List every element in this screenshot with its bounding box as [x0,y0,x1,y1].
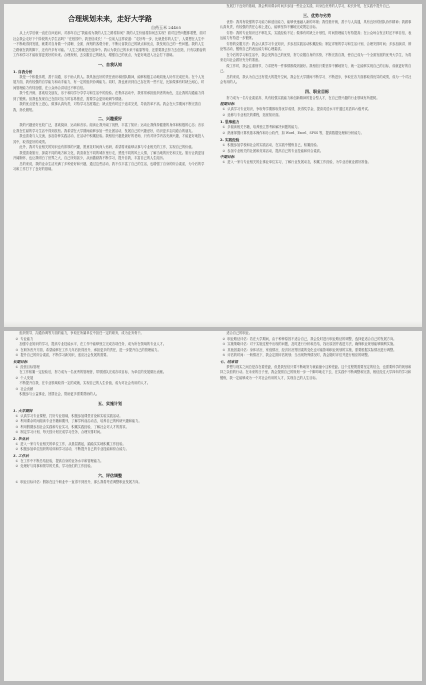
section-heading: 3. 工作后 [13,453,29,458]
paragraph: 劣势的克服方法：我会认真学习专业知识，多参加实践活动积累经验；制定详细的学习和生活计划，合理安排时间；多参加演讲、辩论等活动，锻炼自己的表达能力和心理素质。 [220,41,412,51]
section-heading: 六、评估调整 [98,472,122,478]
list-item-text: 经营目标管理 [20,364,40,369]
list-item-number: ④ [15,430,19,434]
paragraph: 总的来说，我认为自己还有很大的提升空间，我会在大学期间不断学习、不断进步，争取在各方面都取得优异的成绩，成为一个对社会有用的人。 [220,74,412,84]
document-page-2 [4,331,422,681]
list-item-number: ② [222,148,226,153]
list-item-text: 职业路径评估：若在大学期间，由于种种原因不适合自己，我会及时进行职业路径的调整，选择更适合自己的发展方向。 [227,336,397,341]
list-item-number: ② [15,464,19,468]
list-item-text: 认真学习专业知识，争取每学期都取得优异成绩，获得奖学金，提高英语水平并通过英语四六级考试。 [227,107,371,111]
list-item-number: ① [222,107,226,111]
section-heading: 1. 大学期间 [13,408,33,413]
paragraph: 我也喜欢与人交流，参加各种实践活动，在活动中积累经验。我相信兴趣是最好的老师，只有对所学内容充满兴趣，才能更好地投入其中，取得更好的成绩。 [13,134,205,144]
list-item-text: 其他因素评估：身体状况、家庭情况、经济状况等因素的变化也可能影响职业规划的实施，需要根据实际情况进行调整。 [227,347,397,352]
paragraph: 我是一个积极乐观、善于沟通、乐于助人的人。我具备良好的责任意识和团队精神，能够积极主动地同他人协作完成任务。在个人发展方面，我有较强的自学能力和动手能力，有一定的组织协调能力。同时，我也意识到自己存在的一些不足，比如做事有时缺乏耐心，时间管理能力有待加强，在公众场合讲话还不够自信。 [13,74,205,90]
list-item [13,480,207,486]
list-item-text: 熟练掌握计算机基本操作和办公软件，如 Word、Excel、SPSS 等，提高数据处理和分析能力。 [227,130,364,135]
list-item-text: 进入一家与专业相关的单位工作，从基层做起，踏踏实实地积累工作经验。 [20,441,126,446]
list-item-number: ② [222,130,226,135]
list-item-text: 处理好与同事和领导的关系，学习他们的工作经验。 [20,464,94,468]
list-item-text: 评估的时间：一般情况下，我会定期评估规划；当出现特殊情况时，我会随时评估并进行相应的调整。 [227,353,371,357]
paragraph: 我的兴趣爱好比较广泛，喜欢阅读、运动和音乐。阅读让我开阔了视野，丰富了知识；运动让我保持健康的身体和积极的心态；音乐让我在忙碌的学习生活中得到放松。我希望在大学期间能够参加一些社团活动，发展自己的兴趣爱好，结识更多志同道合的朋友。 [13,123,205,133]
page2-right-column [220,331,414,681]
list-item-text: 专业能力 [20,336,34,341]
paragraph: 梦想与现实之间总是存在着差距，但是我坚信只要不断地努力就能缩小这种差距。这个过程既需要坚定的信念，也需要科学的规划和持之以恒的行动。在未来的日子里，我会按照自己的规划一步一个脚印地走下去，在实践中不断调整和完善，相信经过大学四年的学习和锻炼，我一定能够成为一个对社会有用的人才，实现自己的人生目标。 [220,364,412,380]
section-heading: 五、实施计划 [98,400,122,406]
document-page-1 [4,4,422,327]
section-heading: 七、结束语 [220,359,238,364]
section-heading: 短期目标 [220,102,235,106]
list-item-text: 积极参加学校和社会的实践活动，在实践中锻炼自己，积累经验。 [227,143,320,147]
list-item-text: 选修与专业相关的课程，拓宽知识面。 [227,112,282,117]
paragraph: 此外，我对专业相关的知识也有浓厚的兴趣，愿意花时间深入钻研，希望将来能够从事与专业相关的工作，实现自己的价值。 [19,145,195,149]
paragraph: 加强专业知识的学习，提高专业技能水平，在工作中能够独立完成各项任务，成为所在领域的专业人才。 [19,342,167,346]
list-item-number: ④ [222,347,226,352]
section-heading: 中期目标 [220,155,235,159]
section-heading: 1. 思维能力 [220,120,240,124]
list-item-number: ④ [15,353,19,357]
list-item-text: 认真学习专业课程，打好专业基础，积极参加课堂讨论和实验实践活动。 [20,413,123,418]
list-item-text: 进入一家与专业相关的企事业单位实习，了解行业发展动态，积累工作经验，为毕业后就业做好准备。 [227,160,371,164]
paragraph: 在工作积累一定经验后，努力成为一名优秀的管理者，带领团队完成各项目标，为单位的发展做出贡献。 [19,370,167,374]
paragraph: 总的来说，我的业余生活充满了多种爱好和兴趣，通过这些活动，我不仅丰富了自己的生活，也增强了自身的综合素质，为今后的学习和工作打下了良好的基础。 [13,161,205,171]
list-item [13,464,207,470]
list-item-number: ② [222,336,226,341]
list-item-text: 利用课余时间阅读专业书籍和期刊，了解学科前沿动态，培养自己的科研兴趣和能力。 [20,419,142,423]
paragraph: 不断提升自我，在专业领域取得一定的成就，实现自己的人生价值，成为对社会有用的人才。 [19,381,151,385]
list-item-number: ① [15,441,19,446]
paragraph: 努力成为一名专业素质高、具有较强实践能力和创新精神的复合型人才，在自己感兴趣的行业领域有所建树。 [226,95,380,100]
section-heading: 长期目标 [13,359,28,364]
list-item-text: 积极参加单位组织的培训和学习活动，不断提升自己的专业技能和综合能力。 [20,447,129,451]
list-item-number: ② [15,419,19,423]
list-item [220,131,414,137]
section-heading: 四、职业目标 [305,88,329,94]
list-item-number: ③ [222,342,226,346]
list-item-text: 在工作中不断总结经验，提高自身的业务水平和管理能力。 [20,458,104,463]
list-item-number: ① [15,364,19,369]
list-item-text: 实施策略评估：对于实施过程中出现的问题，及时进行分析和总结，找出原因并改进方法，确保职业规划能够顺利实施。 [227,342,397,346]
list-item-number: ① [15,479,19,484]
list-item-text: 参加专业相关的社团和竞赛活动，提高自己的专业技能和综合素质。 [227,148,324,153]
section-heading: 2. 毕业后 [13,436,29,441]
page1-left-column [13,4,207,327]
list-item-text: 职业目标评估：假如在这个职业中一直得不到晋升，那么我将考虑调整职业发展方向。 [20,479,142,484]
section-heading: 一、自我认知 [98,61,122,67]
list-item-number: ③ [15,347,19,352]
list-item-number: ① [222,143,226,147]
list-item-number: ① [15,458,19,463]
list-item-text: 社会贡献 [20,386,34,391]
paragraph: 适合自己的职业。 [226,331,252,335]
paragraph: 劣势：我的专业知识还不够扎实，实践经验不足；做事有时缺乏计划性，时间管理能力有待提高；在公众场合发言时还不够自信，表达能力有待进一步锻炼。 [220,30,412,40]
list-item-text: 多阅读相关书籍，培养独立思考和解决问题的能力。 [227,125,301,129]
paragraph: 发展打下良好的基础，我会利用课余时间多参加一些社会实践，向身边优秀的人学习，取长补短，在实践中提升自己。 [226,4,393,8]
page2-left-column [13,331,207,681]
list-item-number: ② [15,447,19,451]
paragraph: 我很喜欢旅行，探索不同的地方和文化，我喜欢在不同的城市里行走，感受不同的风土人情，了解当地的历史和文化。旅行让我更加开阔胸怀，也让我明白了世界之大，自己所知甚少，从而激励我不断学习，提升自我，丰富自己的人生阅历。 [13,150,205,160]
list-item-number: ② [15,336,19,341]
section-heading: 2. 实践经验 [220,138,240,142]
paragraph: 我的优点是有上进心，做事认真负责，对待学习态度端正；缺点是有时过于追求完美，导致效率不高。我会在大学期间不断完善自我，扬长避短。 [13,102,202,112]
list-item-text: 提升自己的综合素质，不断学习新知识，适应社会发展的需要。 [20,353,110,357]
paragraph: 做工作时，我会注重细节，力求把每一件事情都做到最好。我相信只要坚持不懈地努力，就一定能够实现自己的目标，成就更好的自己。 [220,63,412,73]
list-item-text: 个人发展 [20,375,34,380]
paragraph: 积极参与公益事业，回馈社会，帮助更多需要帮助的人。 [19,392,100,396]
list-item-number: ③ [15,424,19,429]
list-item-text: 在职务晋升方面，希望能够在工作几年后获得晋升，承担更多的责任，进一步提升自己的管理能力。 [20,347,161,352]
list-item-number: ① [15,413,19,418]
list-item-number: ① [222,125,226,129]
list-item-number: ③ [15,386,19,391]
page1-right-column [220,4,414,327]
paragraph: 在今后的学习和生活中，我会发挥自己的优势，努力克服自身的劣势，不断完善自我，使自己成为一个全面发展的优秀大学生，为将来走向社会做好充分的准备。 [220,52,412,62]
list-item-text: 利用假期参加社会实践和专业实习，积累实践经验，了解社会对人才的需求。 [20,424,129,429]
section-heading: 1. 自我分析 [13,69,33,74]
list-item-text: 制定学习计划，每天按计划完成学习任务，合理安排时间。 [20,430,104,434]
paragraph: 优势：我具有较强的学习能力和适应能力，能够快速融入新的环境；我性格开朗，善于与人沟通，具有良好的团队协作精神；我做事认真负责，有较强的责任心和上进心，能够坚持不懈地完成既定目标。 [220,19,412,29]
section-heading: 二、兴趣爱好 [98,116,122,121]
list-item [220,160,414,166]
list-item-number: ② [222,112,226,117]
paragraph: 从上大学后就一直在自问追问，对那年自己“我能成为我的人生之路将如何？我的人生价值将如何去实现？面对这些问题都着想，面对社会我会走好下个阶段的大学生活吗？”在校园中，我坚信成长！”一位前人这样说道：“走好每一步，比就是你的人生”，人要想在人生中一不断地得到发展，就要对自身做一个清晰、全面、深刻的客观分析，不断反省我自己的缺点和优点，我发现自己的一些问题。我的人生之路就在我的脚下，还有许多有可能。”人生之路就是在选择中。我认为我自己的未来不能靠等待，还需要我去努力去创造，只有以勤奋的工作和学习才能取得更美好的未来。合理规划，去克服自己的缺点，增强自己的优点，为更好地进入社会打下基础。 [13,31,206,57]
section-heading: 三、优势与劣势 [303,12,331,18]
document-author: 自药玉米 24405 [151,25,181,30]
paragraph: 组织领导、沟通协调等方面的能力，争取在所属单位中担任一定的职务，成为业务骨干。 [19,331,144,335]
document-title: 合理规划未来，走好大学路 [68,14,152,23]
list-item [220,113,414,119]
paragraph: 我个性开朗，喜欢结交朋友，乐于和同学分享学习和生活中的经验。在集体活动中，我常常承担组织者的角色，这让我的沟通能力得到了锻炼。但我也发现自己在面对压力时容易焦虑，需要学会更好地调节情绪。 [13,91,205,101]
list-item-number: ② [15,375,19,380]
list-item-number: ⑤ [222,353,226,357]
list-item-number: ① [222,160,226,164]
